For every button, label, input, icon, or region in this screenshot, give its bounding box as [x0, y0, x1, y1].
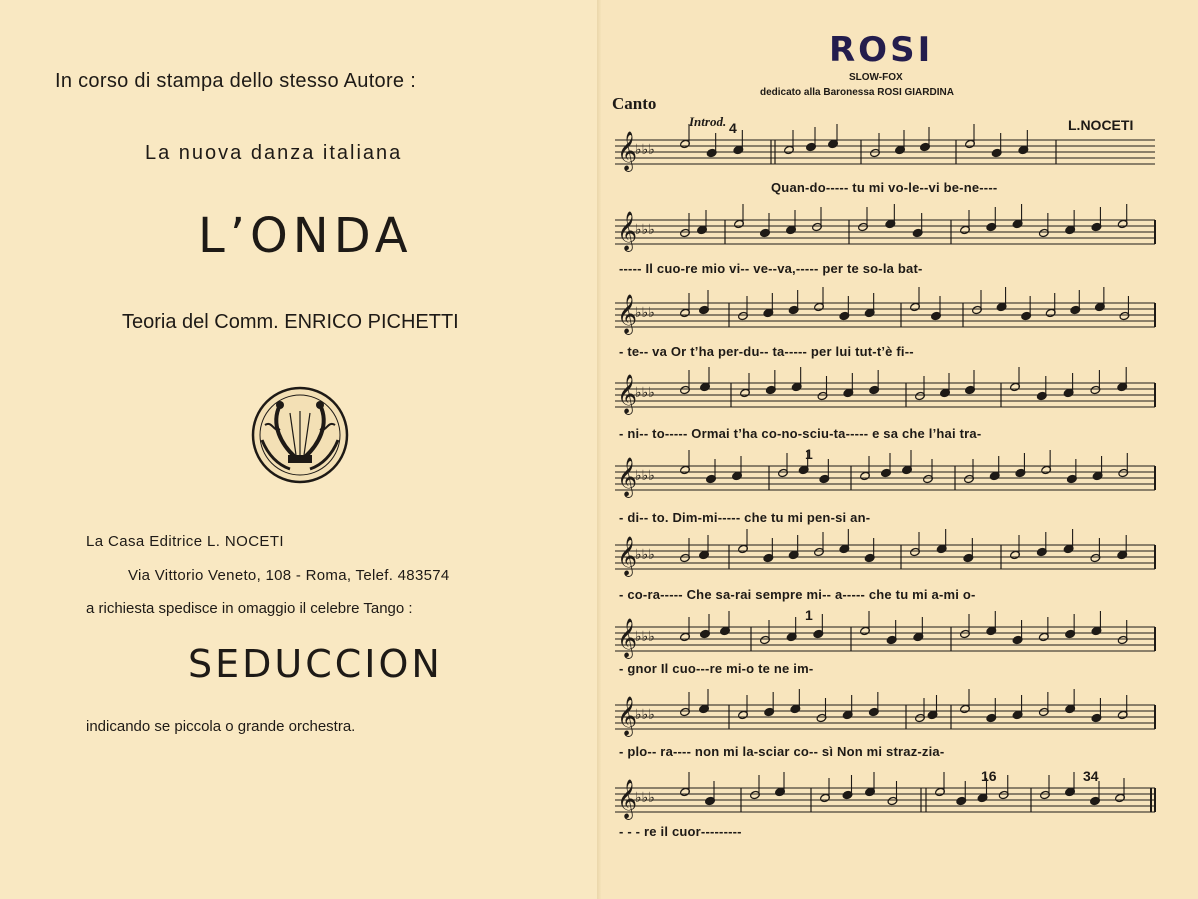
treble-clef-icon: 𝄞 [617, 211, 638, 251]
key-signature-flats: ♭♭♭ [635, 629, 655, 645]
lyrics-line: ----- Il cuo-re mio vi-- ve--va,----- per te so-la bat- [619, 261, 923, 276]
lyrics-line: - plo-- ra---- non mi la-sciar co-- sì Non mi straz-zia- [619, 744, 945, 759]
lyre-emblem-icon [250, 385, 350, 485]
composer-name: L.NOCETI [1068, 117, 1134, 133]
lyrics-line: - - - re il cuor--------- [619, 824, 742, 839]
lyrics-line: - di-- to. Dim-mi----- che tu mi pen-si an- [619, 510, 871, 525]
key-signature-flats: ♭♭♭ [635, 305, 655, 321]
lyrics-line: - te-- va Or t’ha per-du-- ta----- per lui tut-t’è fi-- [619, 344, 914, 359]
lyrics-line: - gnor Il cuo---re mi-o te ne im- [619, 661, 814, 676]
music-staves [601, 0, 1198, 899]
publisher-line: La Casa Editrice L. NOCETI [86, 533, 284, 550]
publisher-offer: a richiesta spedisce in omaggio il celebre Tango : [86, 600, 413, 617]
key-signature-flats: ♭♭♭ [635, 385, 655, 401]
treble-clef-icon: 𝄞 [617, 374, 638, 414]
treble-clef-icon: 𝄞 [617, 618, 638, 658]
key-signature-flats: ♭♭♭ [635, 142, 655, 158]
right-page [601, 0, 1198, 899]
key-signature-flats: ♭♭♭ [635, 468, 655, 484]
multi-rest-count: 4 [729, 120, 737, 136]
publisher-address: Via Vittorio Veneto, 108 - Roma, Telef. 483574 [128, 567, 450, 584]
treble-clef-icon: 𝄞 [617, 457, 638, 497]
part-label: Canto [612, 94, 657, 113]
key-signature-flats: ♭♭♭ [635, 222, 655, 238]
orchestra-note: indicando se piccola o grande orchestra. [86, 718, 356, 735]
dance-subtitle: La nuova danza italiana [145, 142, 403, 164]
lyrics-line: - co-ra----- Che sa-rai sempre mi-- a----- che tu mi a-mi o- [619, 587, 976, 602]
key-signature-flats: ♭♭♭ [635, 707, 655, 723]
multi-rest-count: 34 [1083, 768, 1099, 784]
treble-clef-icon: 𝄞 [617, 131, 638, 171]
multi-rest-count: 16 [981, 768, 997, 784]
londa-title: L’ONDA [198, 208, 413, 264]
intro-marking: Introd. [689, 114, 727, 129]
key-signature-flats: ♭♭♭ [635, 547, 655, 563]
dedication: dedicato alla Baronessa ROSI GIARDINA [760, 87, 954, 98]
lyrics-line: - ni-- to----- Ormai t’ha co-no-sciu-ta----- e sa che l’hai tra- [619, 426, 982, 441]
multi-rest-count: 1 [805, 607, 813, 623]
treble-clef-icon: 𝄞 [617, 779, 638, 819]
song-title: ROSI [829, 30, 934, 70]
key-signature-flats: ♭♭♭ [635, 790, 655, 806]
left-page [0, 0, 598, 899]
seduccion-title: SEDUCCION [188, 642, 443, 686]
announcement-line: In corso di stampa dello stesso Autore : [55, 70, 417, 92]
multi-rest-count: 1 [805, 446, 813, 462]
lyrics-line: Quan-do----- tu mi vo-le--vi be-ne---- [771, 180, 998, 195]
dance-type: SLOW-FOX [849, 72, 903, 83]
treble-clef-icon: 𝄞 [617, 294, 638, 334]
treble-clef-icon: 𝄞 [617, 536, 638, 576]
theory-credit: Teoria del Comm. ENRICO PICHETTI [122, 311, 459, 333]
treble-clef-icon: 𝄞 [617, 696, 638, 736]
